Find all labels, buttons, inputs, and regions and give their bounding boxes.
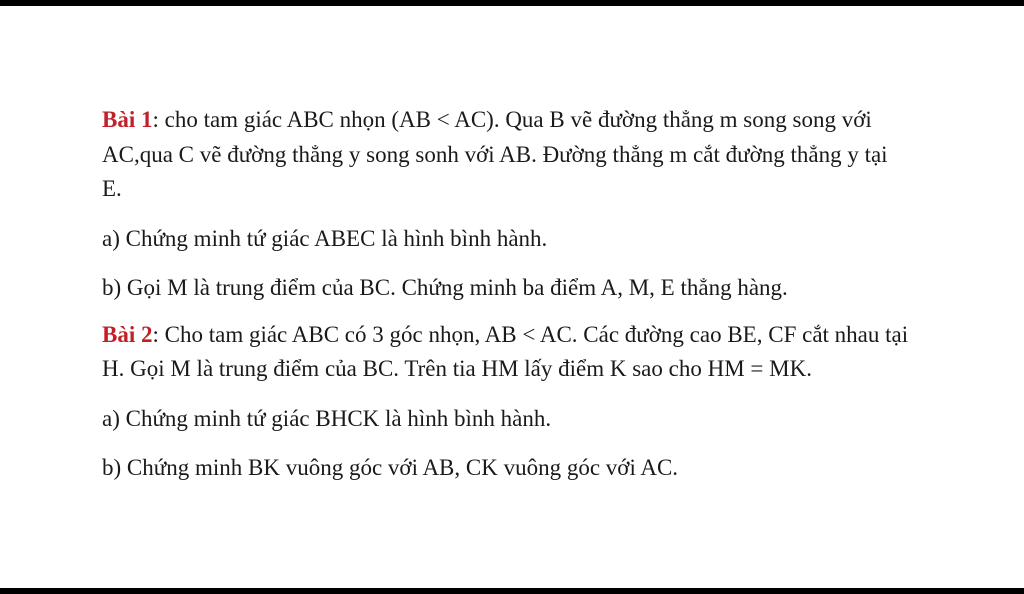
problem-2-text: : Cho tam giác ABC có 3 góc nhọn, AB < AC. Các đường cao BE, CF cắt nhau tại H. Gọi M là trung điểm của BC. Trên tia HM lấy điểm K sao cho HM = MK. (102, 321, 909, 381)
bottom-frame-bar (0, 588, 1024, 594)
problem-2-part-a: a) Chứng minh tứ giác BHCK là hình bình hành. (102, 405, 552, 431)
problem-1-statement (102, 103, 912, 207)
problem-2-statement (102, 318, 912, 387)
problem-2-part-b: b) Chứng minh BK vuông góc với AB, CK vuông góc với AC. (102, 455, 679, 480)
exercise-document (102, 103, 912, 486)
top-frame-bar (0, 0, 1024, 6)
problem-1-text: : cho tam giác ABC nhọn (AB < AC). Qua B vẽ đường thẳng m song song với AC,qua C vẽ đường thẳng y song sonh với AB. Đường thẳng m cắt đường thẳng y tại E. (102, 107, 888, 201)
problem-2-title: Bài 2 (102, 321, 153, 347)
problem-1-title: Bài 1 (102, 107, 153, 132)
problem-1-part-b: b) Gọi M là trung điểm của BC. Chứng minh ba điểm A, M, E thẳng hàng. (102, 275, 788, 300)
problem-1-part-a: a) Chứng minh tứ giác ABEC là hình bình hành. (102, 225, 548, 251)
